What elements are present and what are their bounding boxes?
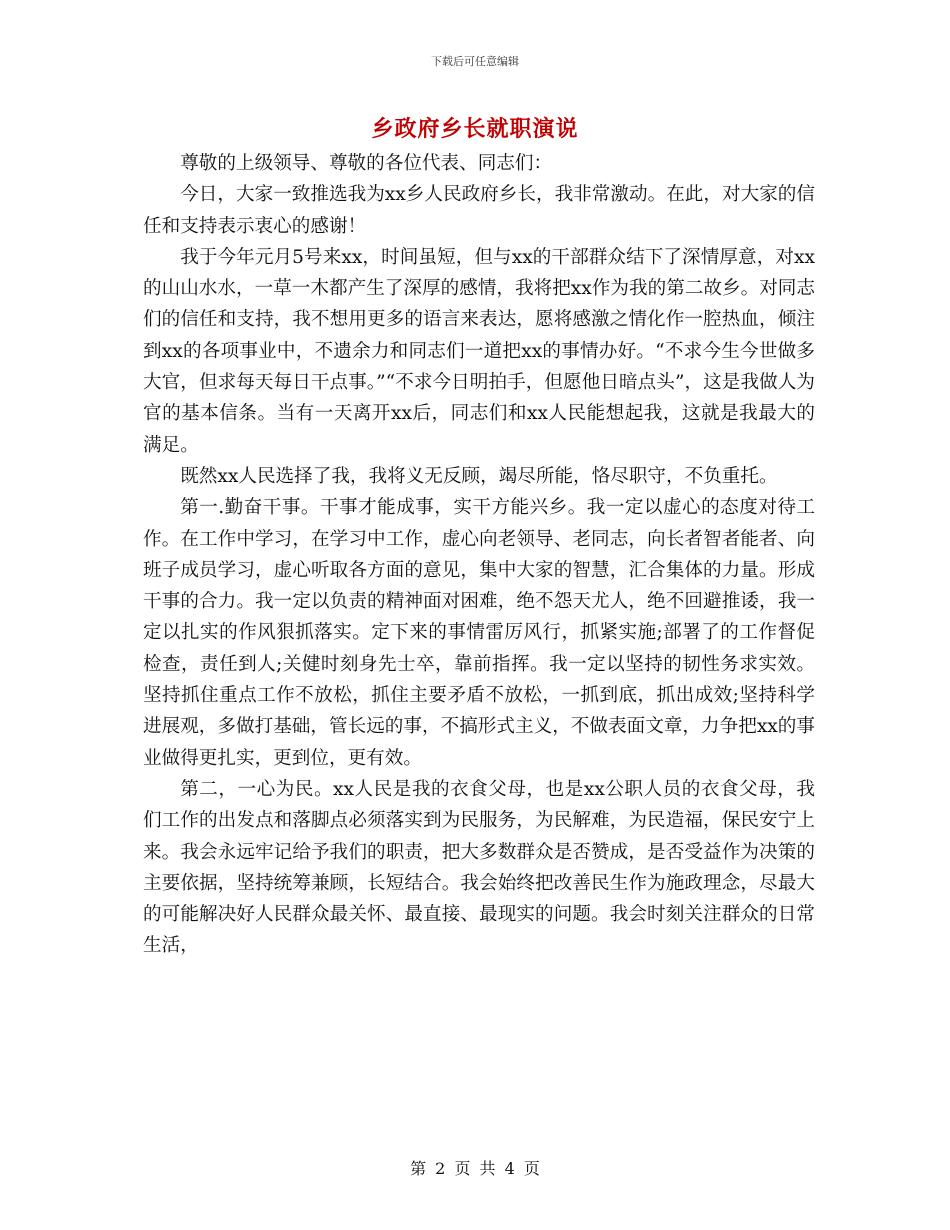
paragraph-point-one: 第一.勤奋干事。干事才能成事，实干方能兴乡。我一定以虚心的态度对待工作。在工作中学习，在学习中工作，虚心向老领导、老同志，向长者智者能者、向班子成员学习，虚心听取各方面的意见，集中大家的智慧，汇合集体的力量。形成干事的合力。我一定以负责的精神面对困难，绝不怨天尤人，绝不回避推诿，我一定以扎实的作风狠抓落实。定下来的事情雷厉风行，抓紧实施;部署了的工作督促检查，责任到人;关健时刻身先士卒，靠前指挥。我一定以坚持的韧性务求实效。坚持抓住重点工作不放松，抓住主要矛盾不放松，一抓到底，抓出成效;坚持科学进展观，多做打基础，管长远的事，不搞形式主义，不做表面文章，力争把xx的事业做得更扎实，更到位，更有效。 [143,497,815,769]
paragraph-commitment: 既然xx人民选择了我，我将义无反顾，竭尽所能，恪尽职守，不负重托。 [180,465,778,487]
paragraph-greeting: 尊敬的上级领导、尊敬的各位代表、同志们： [180,153,553,174]
paragraph-point-two: 第二，一心为民。xx人民是我的衣食父母，也是xx公职人员的衣食父母，我们工作的出发点和落脚点必须落实到为民服务，为民解难，为民造福，保民安宁上来。我会永远牢记给予我们的职责，把大多数群众是否赞成，是否受益作为决策的主要依据，坚持统筹兼顾，长短结合。我会始终把改善民生作为施政理念，尽最大的可能解决好人民群众最关怀、最直接、最现实的问题。我会时刻关注群众的日常生活， [143,778,815,957]
header-note: 下载后可任意编辑 [431,55,519,68]
document-body [143,148,815,962]
paragraph-thanks: 今日，大家一致推选我为xx乡人民政府乡长，我非常激动。在此，对大家的信任和支持表示衷心的感谢！ [143,184,815,237]
paragraph-intro: 我于今年元月5号来xx，时间虽短，但与xx的干部群众结下了深情厚意，对xx的山山水水，一草一木都产生了深厚的感情，我将把xx作为我的第二故乡。对同志们的信任和支持，我不想用更多的语言来表达，愿将感激之情化作一腔热血，倾注到xx的各项事业中，不遗余力和同志们一道把xx的事情办好。“不求今生今世做多大官，但求每天每日干点事。”“不求今日明拍手，但愿他日暗点头”，这是我做人为官的基本信条。当有一天离开xx后，同志们和xx人民能想起我，这就是我最大的满足。 [143,246,815,456]
page-footer: 第 2 页 共 4 页 [410,1159,540,1178]
document-title: 乡政府乡长就职演说 [371,116,579,142]
